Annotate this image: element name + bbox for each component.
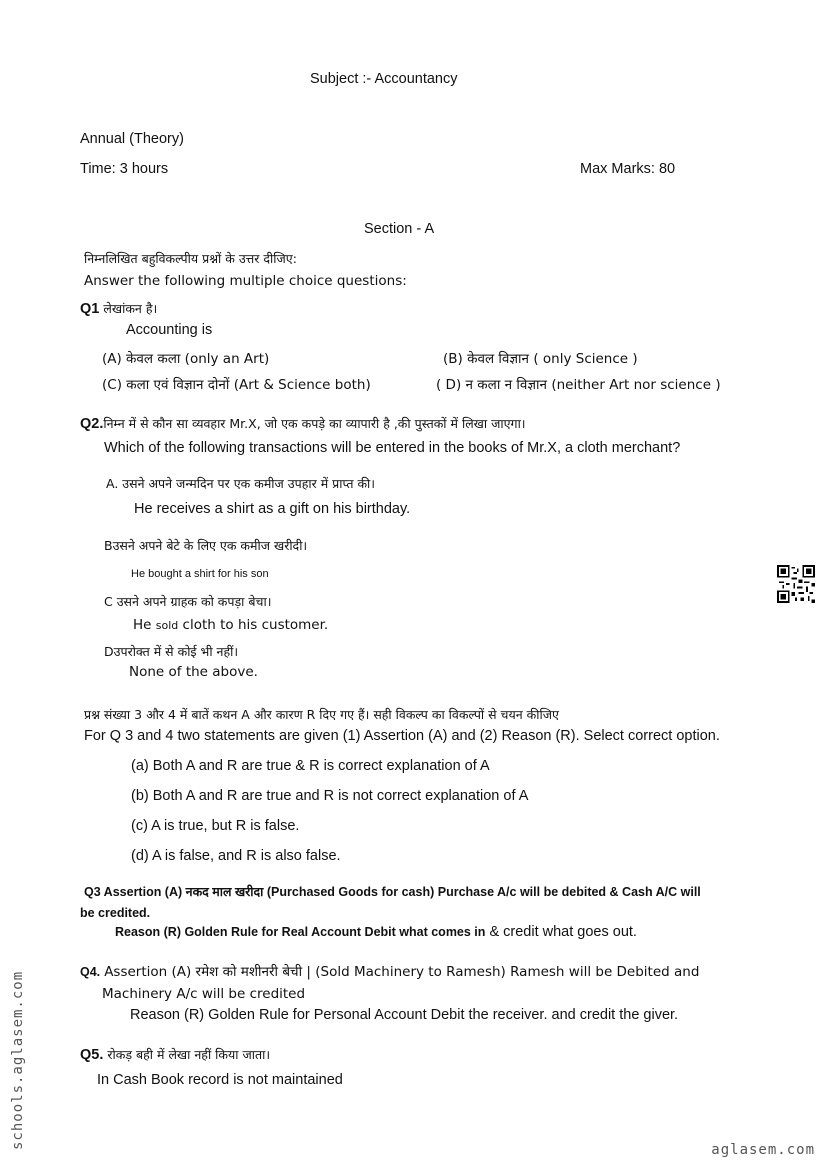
qr-code-icon: [777, 565, 815, 603]
q2-option-c-english-pre: He: [133, 617, 156, 633]
q2-label: Q2.: [80, 416, 104, 432]
instruction-hindi: निम्नलिखित बहुविकल्पीय प्रश्नों के उत्तर दीजिए:: [84, 251, 297, 266]
q2-line: [80, 415, 526, 433]
q1-option-d: ( D) न कला न विज्ञान (neither Art nor science ): [436, 377, 721, 393]
q5-english: In Cash Book record is not maintained: [97, 1072, 343, 1088]
q5-label: Q5.: [80, 1047, 104, 1063]
q2-option-a-english: He receives a shirt as a gift on his birthday.: [134, 501, 411, 517]
q2-option-b-english: He bought a shirt for his son: [131, 568, 269, 580]
q2-option-a-hindi: A. उसने अपने जन्मदिन पर एक कमीज उपहार में प्राप्त की।: [106, 476, 376, 491]
q5-line: [80, 1046, 270, 1064]
exam-type: Annual (Theory): [80, 131, 184, 147]
instruction-english: Answer the following multiple choice questions:: [84, 273, 407, 289]
q1-option-c: (C) कला एवं विज्ञान दोनों (Art & Science both): [102, 377, 371, 393]
ar-instruction-hindi: प्रश्न संख्या 3 और 4 में बातें कथन A और कारण R दिए गए हैं। सही विकल्प का विकल्पों से चयन कीजिए: [84, 707, 559, 722]
ar-instruction-english: For Q 3 and 4 two statements are given (1) Assertion (A) and (2) Reason (R). Select correct option.: [84, 728, 720, 744]
ar-option-c: (c) A is true, but R is false.: [131, 818, 300, 834]
q2-option-b-hindi: Bउसने अपने बेटे के लिए एक कमीज खरीदी।: [104, 538, 308, 553]
q1-option-a: (A) केवल कला (only an Art): [102, 351, 270, 367]
q1-label: Q1: [80, 301, 100, 317]
q4-assertion-cont: Machinery A/c will be credited: [102, 986, 306, 1002]
ar-option-b: (b) Both A and R are true and R is not correct explanation of A: [131, 788, 529, 804]
q4-label: Q4.: [80, 965, 101, 979]
q3-assertion: Q3 Assertion (A) नकद माल खरीदा (Purchased Goods for cash) Purchase A/c will be debited & Cash A/C will: [84, 885, 701, 899]
q3-assertion-cont: be credited.: [80, 906, 151, 920]
q2-option-d-english: None of the above.: [129, 664, 258, 680]
q3-reason: [115, 923, 637, 941]
footer-watermark: aglasem.com: [711, 1142, 815, 1158]
q5-hindi: रोकड़ बही में लेखा नहीं किया जाता।: [107, 1047, 271, 1062]
q1-option-b: (B) केवल विज्ञान ( only Science ): [443, 351, 638, 367]
subject-line: Subject :- Accountancy: [310, 71, 458, 87]
q2-option-d-hindi: Dउपरोक्त में से कोई भी नहीं।: [104, 644, 239, 659]
ar-option-d: (d) A is false, and R is also false.: [131, 848, 341, 864]
q1-english: Accounting is: [126, 322, 213, 338]
q2-option-c-english-post: cloth to his customer.: [178, 617, 329, 633]
time-label: Time: 3 hours: [80, 161, 169, 177]
q4-assertion: Assertion (A) रमेश को मशीनरी बेची | (Sold Machinery to Ramesh) Ramesh will be Debited and: [104, 964, 700, 980]
q2-english: Which of the following transactions will be entered in the books of Mr.X, a cloth merchant?: [104, 440, 681, 456]
q4-reason: Reason (R) Golden Rule for Personal Account Debit the receiver. and credit the giver.: [130, 1007, 679, 1023]
ar-option-a: (a) Both A and R are true & R is correct explanation of A: [131, 758, 490, 774]
q3-reason-bold: Reason (R) Golden Rule for Real Account Debit what comes in: [115, 925, 486, 939]
q1-hindi: लेखांकन है।: [103, 301, 158, 316]
section-heading: Section - A: [364, 221, 435, 237]
q2-option-c-english: [133, 616, 328, 635]
q1-line: [80, 300, 157, 318]
q2-option-c-english-small: sold: [155, 619, 179, 632]
side-watermark: schools.aglasem.com: [10, 970, 26, 1150]
q3-reason-rest: & credit what goes out.: [485, 924, 637, 940]
max-marks-label: Max Marks: 80: [580, 161, 676, 177]
q4-line: [80, 963, 699, 981]
q2-option-c-hindi: C उसने अपने ग्राहक को कपड़ा बेचा।: [104, 594, 272, 609]
q2-hindi: निम्न में से कौन सा व्यवहार Mr.X, जो एक कपड़े का व्यापारी है ,की पुस्तकों में लिखा जाएगा।: [103, 416, 526, 431]
